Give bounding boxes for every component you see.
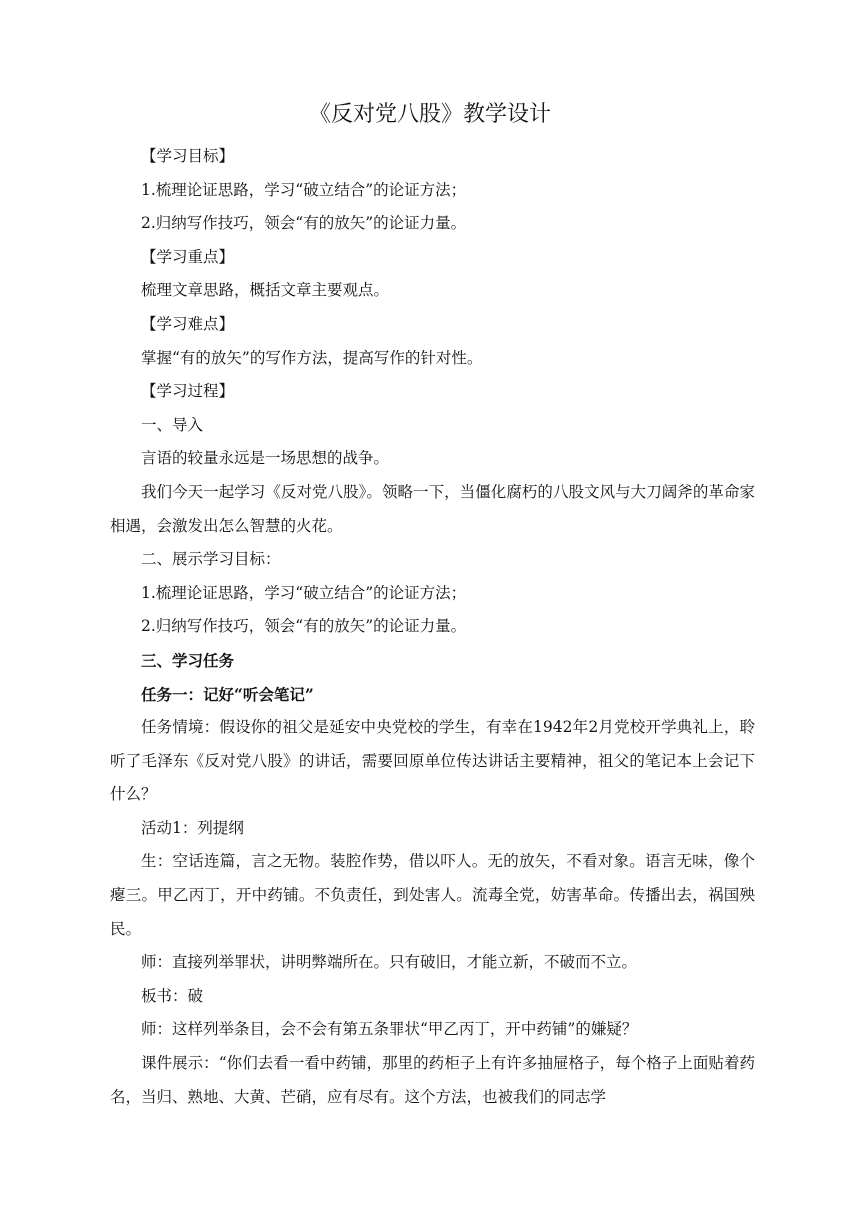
heading-learning-goals: 【学习目标】 [141, 147, 235, 165]
activity-1: 活动1：列提纲 [141, 818, 244, 837]
heading-key-points: 【学习重点】 [141, 247, 235, 266]
courseware-quote: 课件展示：“你们去看一看中药铺，那里的药柜子上有许多抽屉格子，每个格子上面贴着药名，当归、熟地、大黄、芒硝，应有尽有。这个方法，也被我们的同志学 [110, 1054, 755, 1106]
show-goal-item-2: 2.归纳写作技巧，领会“有的放矢”的论证力量。 [141, 617, 467, 636]
goal-item-1: 1.梳理论证思路，学习“破立结合”的论证方法； [141, 180, 467, 199]
intro-line-1: 言语的较量永远是一场思想的战争。 [141, 449, 390, 468]
task-one-heading: 任务一：记好“听会笔记” [141, 684, 314, 704]
goal-item-2: 2.归纳写作技巧，领会“有的放矢”的论证力量。 [141, 214, 467, 233]
intro-line-2: 我们今天一起学习《反对党八股》。领略一下，当僵化腐朽的八股文风与大刀阔斧的革命家相遇，会激发出怎么智慧的火花。 [110, 482, 755, 535]
section-show-goals: 二、展示学习目标： [141, 550, 281, 569]
student-response: 生：空话连篇，言之无物。装腔作势，借以吓人。无的放矢，不看对象。语言无味，像个瘪三。甲乙丙丁，开中药铺。不负责任，到处害人。流毒全党，妨害革命。传播出去，祸国殃民。 [110, 852, 755, 938]
show-goal-item-1: 1.梳理论证思路，学习“破立结合”的论证方法； [141, 583, 467, 602]
heading-difficulties: 【学习难点】 [141, 314, 235, 333]
difficulties-text: 掌握“有的放矢”的写作方法，提高写作的针对性。 [141, 348, 483, 367]
teacher-comment-1: 师：直接列举罪状，讲明弊端所在。只有破旧，才能立新，不破而不立。 [141, 953, 638, 972]
board-note: 板书：破 [141, 986, 204, 1005]
section-learning-tasks: 三、学习任务 [141, 650, 235, 670]
key-points-text: 梳理文章思路，概括文章主要观点。 [141, 281, 390, 300]
heading-process: 【学习过程】 [141, 382, 235, 401]
section-introduction: 一、导入 [141, 415, 204, 434]
document-body [110, 140, 755, 1114]
teacher-comment-2: 师：这样列举条目，会不会有第五条罪状“甲乙丙丁，开中药铺”的嫌疑？ [141, 1020, 638, 1039]
document-title: 《反对党八股》教学设计 [308, 102, 551, 127]
task-scenario: 任务情境：假设你的祖父是延安中央党校的学生，有幸在1942年2月党校开学典礼上，聆听了毛泽东《反对党八股》的讲话，需要回原单位传达讲话主要精神，祖父的笔记本上会记下什么？ [110, 718, 755, 804]
